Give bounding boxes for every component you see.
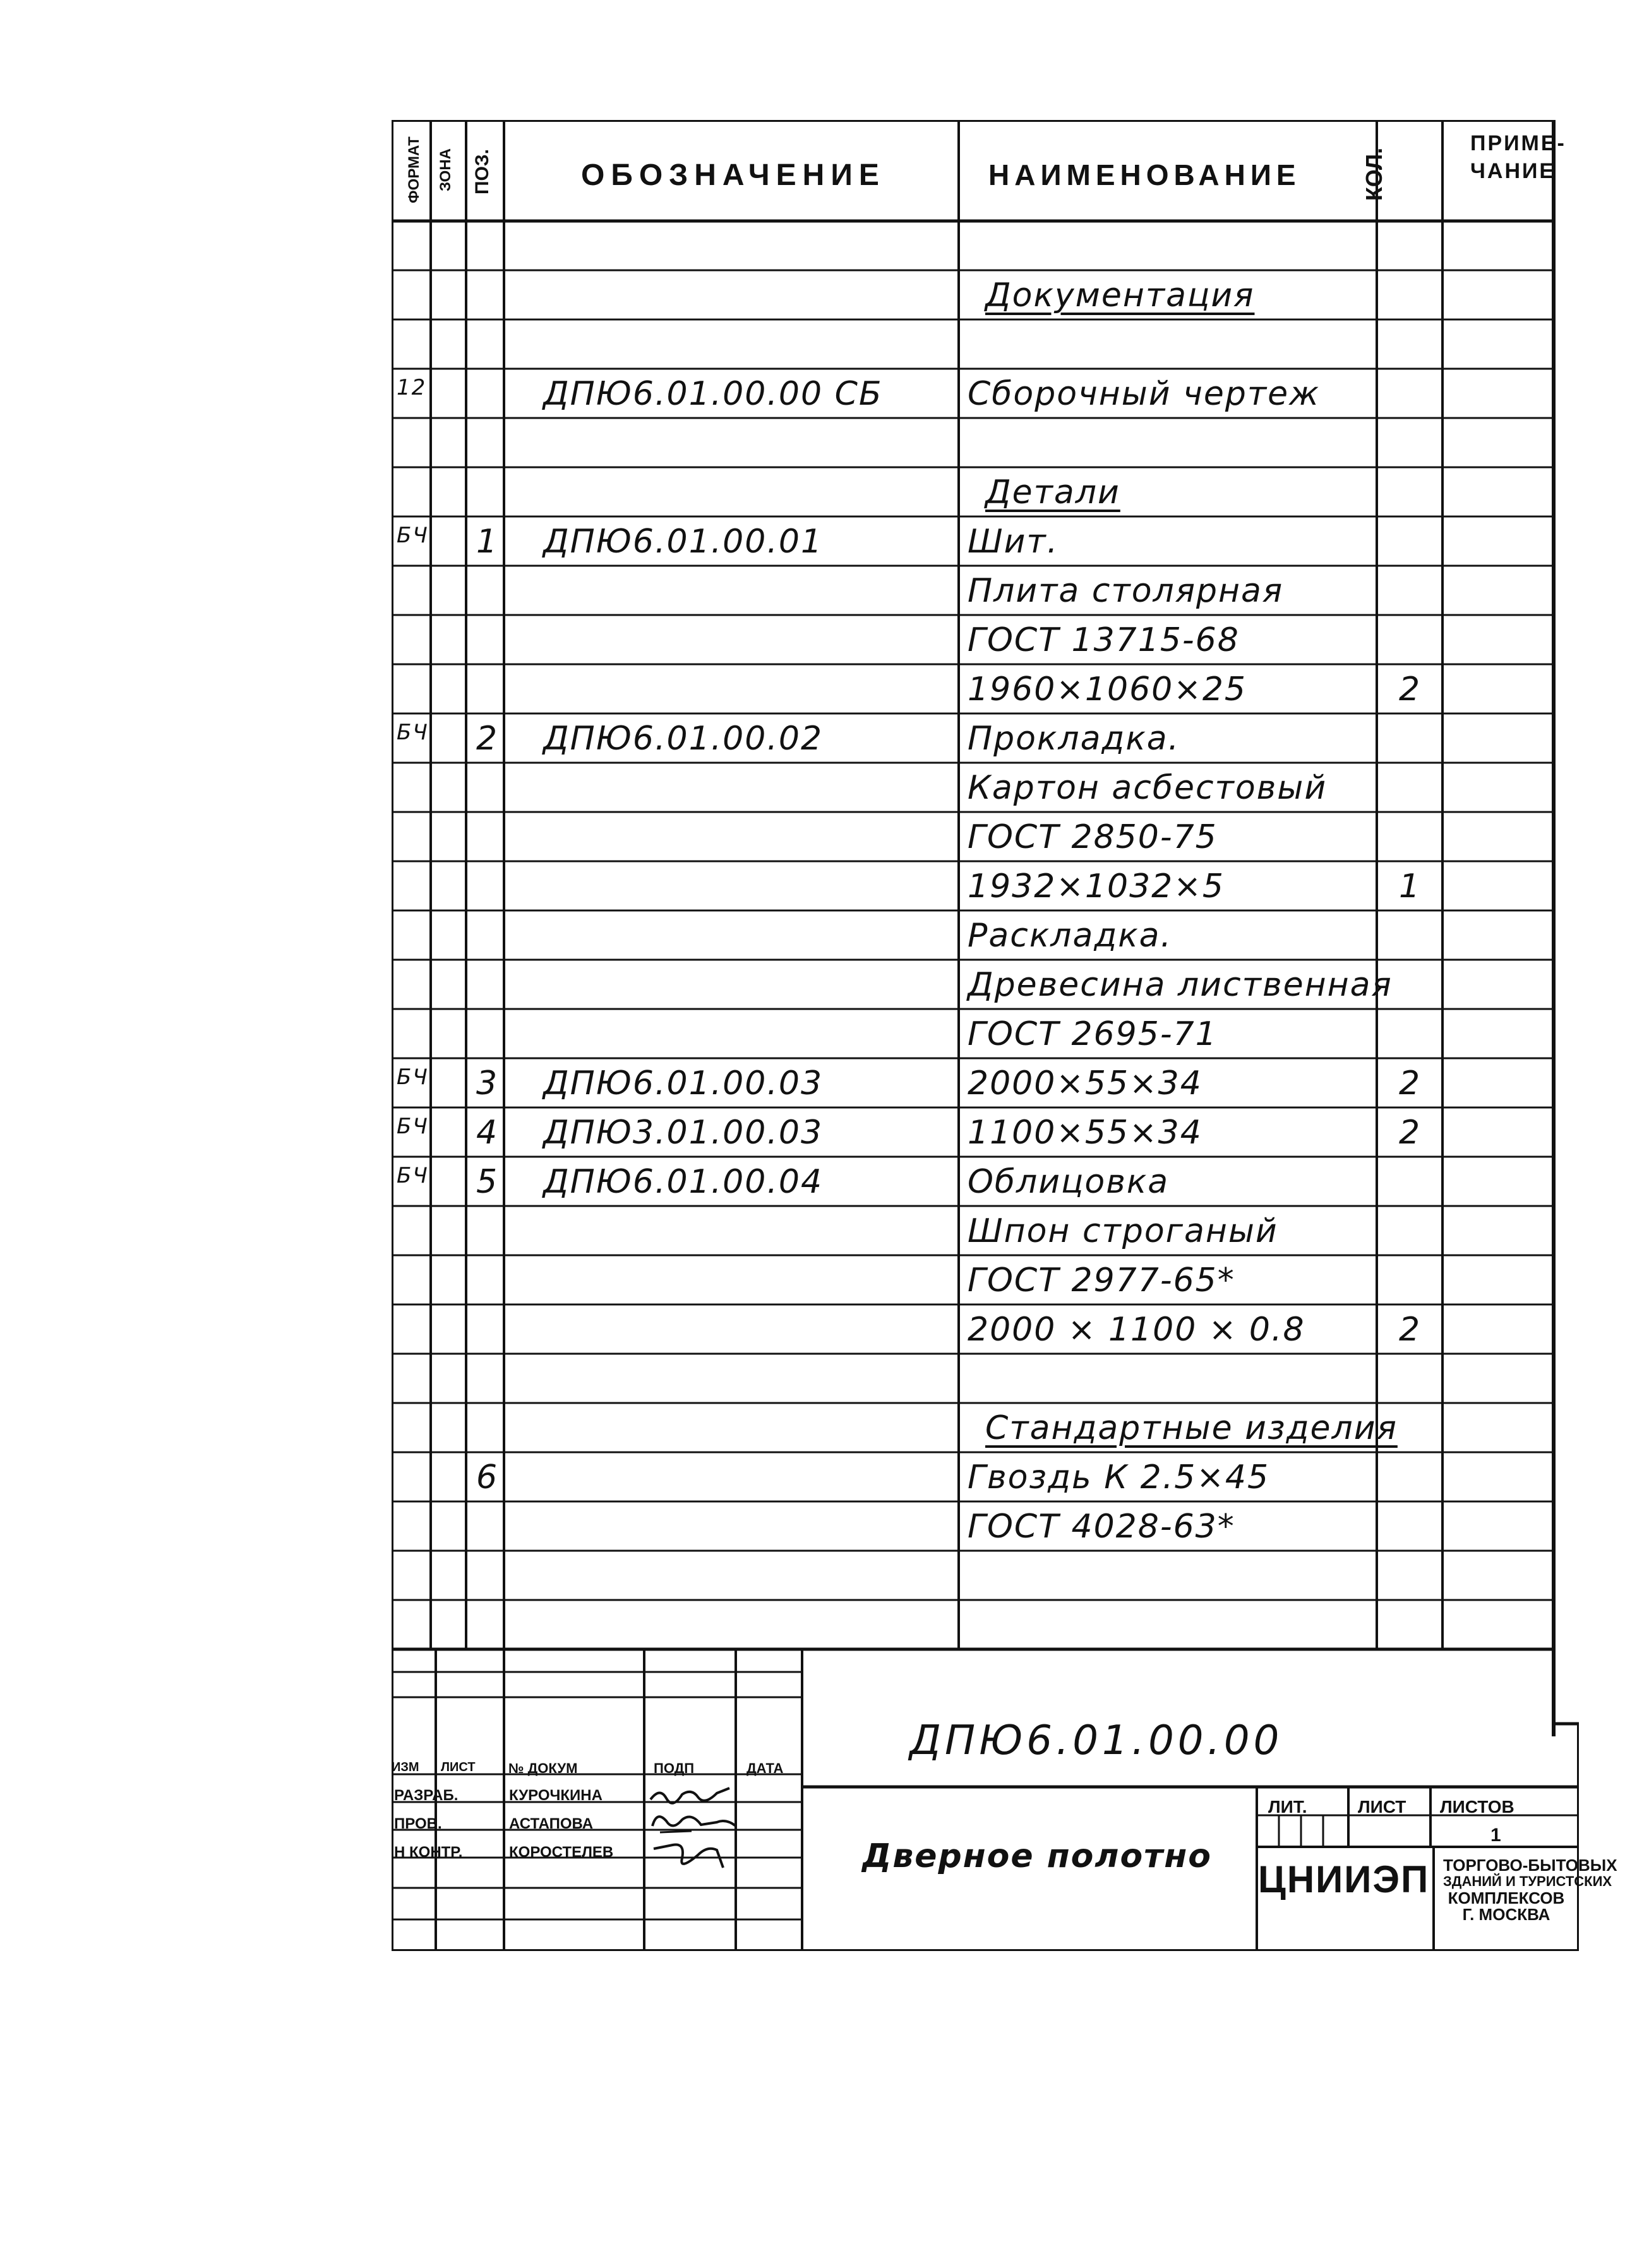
col-izm: ИЗМ — [392, 1760, 419, 1774]
row-name: Шит. — [968, 523, 1059, 561]
org-line2: ЗДАНИЙ И ТУРИСТСКИХ — [1443, 1873, 1612, 1889]
razrab-label: РАЗРАБ. — [394, 1787, 459, 1804]
lit-label: ЛИТ. — [1268, 1797, 1307, 1817]
row-name: Стандартные изделия — [985, 1409, 1398, 1447]
row-name: Прокладка. — [968, 720, 1180, 758]
row-format: БЧ — [397, 1163, 429, 1188]
col-podp: ПОДП — [654, 1760, 695, 1776]
row-name: Шпон строганый — [968, 1212, 1278, 1250]
signature-razrab — [647, 1781, 736, 1809]
row-name: Раскладка. — [968, 917, 1173, 955]
nkontr-name: КОРОСТЕЛЕВ — [509, 1844, 614, 1861]
row-designation: ДПЮ3.01.00.03 — [543, 1114, 824, 1152]
razrab-name: КУРОЧКИНА — [509, 1787, 603, 1804]
row-position: 2 — [476, 720, 499, 758]
row-format: 12 — [397, 375, 427, 400]
row-quantity: 2 — [1399, 1311, 1422, 1349]
row-designation: ДПЮ6.01.00.03 — [543, 1065, 824, 1102]
row-name: ГОСТ 2695-71 — [968, 1015, 1218, 1053]
row-name: 2000×55×34 — [968, 1065, 1202, 1102]
row-name: ГОСТ 4028-63* — [968, 1508, 1235, 1546]
sheet-label: ЛИСТ — [1358, 1797, 1406, 1817]
signature-nkontr — [647, 1836, 736, 1874]
row-name: Документация — [985, 277, 1255, 314]
row-designation: ДПЮ6.01.00.00 СБ — [543, 375, 883, 413]
row-name: Древесина лиственная — [968, 966, 1393, 1004]
row-position: 3 — [476, 1065, 499, 1102]
header-qty: КОЛ. — [1361, 147, 1387, 201]
org-line1: ТОРГОВО-БЫТОВЫХ — [1443, 1856, 1617, 1875]
row-quantity: 2 — [1399, 1114, 1422, 1152]
header-note-line1: ПРИМЕ- — [1470, 131, 1566, 155]
row-name: 1100×55×34 — [968, 1114, 1202, 1152]
header-designation: ОБОЗНАЧЕНИЕ — [581, 158, 885, 192]
row-name: Облицовка — [968, 1163, 1170, 1201]
row-designation: ДПЮ6.01.00.02 — [543, 720, 824, 758]
col-ndoc: № ДОКУМ — [508, 1760, 578, 1776]
row-name: 2000 × 1100 × 0.8 — [968, 1311, 1305, 1349]
header-note-line2: ЧАНИЕ — [1470, 159, 1556, 183]
row-quantity: 2 — [1399, 1065, 1422, 1102]
row-name: Плита столярная — [968, 572, 1284, 610]
row-position: 6 — [476, 1459, 499, 1496]
header-name: НАИМЕНОВАНИЕ — [988, 158, 1301, 191]
org-line3: КОМПЛЕКСОВ — [1448, 1889, 1565, 1907]
row-designation: ДПЮ6.01.00.01 — [543, 523, 824, 561]
row-name: Гвоздь К 2.5×45 — [968, 1459, 1270, 1496]
doc-title: Дверное полотно — [862, 1837, 1212, 1875]
row-name: Сборочный чертеж — [968, 375, 1320, 413]
doc-code: ДПЮ6.01.00.00 — [909, 1717, 1283, 1764]
prov-label: ПРОВ. — [394, 1815, 442, 1832]
row-format: БЧ — [397, 1114, 429, 1139]
prov-name: АСТАПОВА — [509, 1815, 594, 1832]
sheets-value: 1 — [1490, 1825, 1501, 1846]
col-data: ДАТА — [747, 1760, 784, 1776]
sheets-label: ЛИСТОВ — [1440, 1797, 1514, 1817]
row-name: ГОСТ 2850-75 — [968, 818, 1218, 856]
specification-sheet — [392, 120, 1617, 1951]
row-name: 1960×1060×25 — [968, 671, 1247, 708]
nkontr-label: Н КОНТР. — [394, 1844, 463, 1861]
row-position: 5 — [476, 1163, 499, 1201]
org-line4: Г. МОСКВА — [1462, 1905, 1550, 1924]
row-format: БЧ — [397, 720, 429, 745]
row-quantity: 1 — [1399, 868, 1422, 905]
row-name: ГОСТ 13715-68 — [968, 621, 1240, 659]
row-format: БЧ — [397, 523, 429, 548]
col-list: ЛИСТ — [441, 1760, 476, 1774]
header-pos: ПОЗ. — [472, 148, 493, 195]
header-format: ФОРМАТ — [405, 136, 423, 203]
header-zone: ЗОНА — [437, 148, 454, 192]
row-position: 4 — [476, 1114, 499, 1152]
row-position: 1 — [476, 523, 499, 561]
row-format: БЧ — [397, 1065, 429, 1090]
org-logo: ЦНИИЭП — [1258, 1858, 1430, 1901]
row-name: Картон асбестовый — [968, 769, 1328, 807]
row-name: ГОСТ 2977-65* — [968, 1262, 1235, 1299]
row-designation: ДПЮ6.01.00.04 — [543, 1163, 824, 1201]
row-name: Детали — [985, 474, 1120, 511]
row-name: 1932×1032×5 — [968, 868, 1225, 905]
signature-prov — [647, 1807, 742, 1839]
row-quantity: 2 — [1399, 671, 1422, 708]
